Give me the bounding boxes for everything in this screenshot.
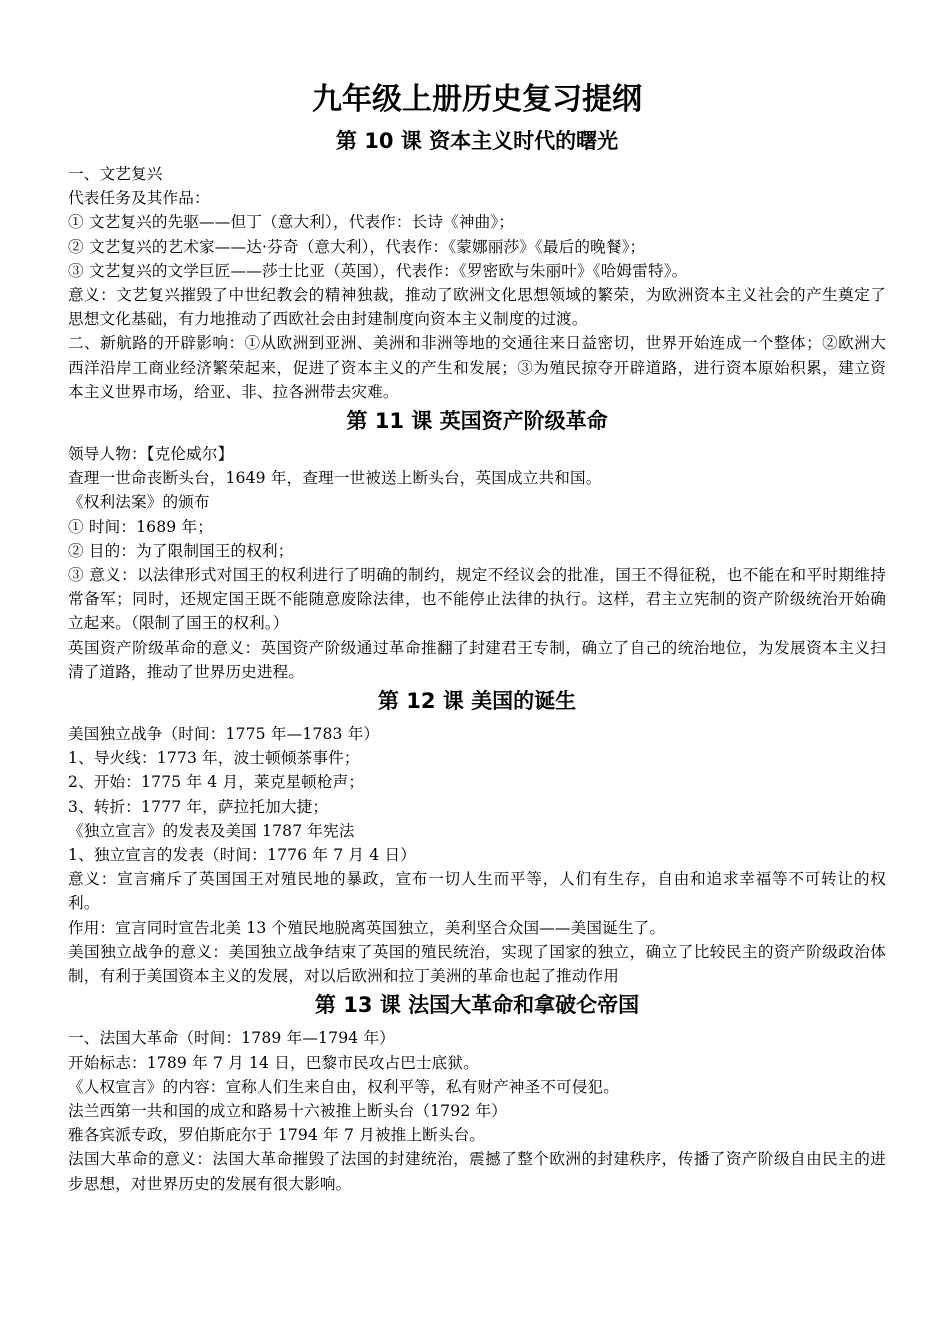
paragraph: 《人权宣言》的内容：宣称人们生来自由，权利平等，私有财产神圣不可侵犯。: [68, 1077, 620, 1096]
paragraph: 二、新航路的开辟影响：①从欧洲到亚洲、美洲和非洲等地的交通往来日益密切，世界开始连成一个整体；②欧洲大西洋沿岸工商业经济繁荣起来，促进了资本主义的产生和发展；③为殖民掠夺开辟道路，进行资本原始积累，建立资本主义世界市场，给亚、非、拉各洲带去灾难。: [68, 334, 886, 401]
paragraph: ① 时间：1689 年；: [68, 517, 213, 536]
paragraph: 一、法国大革命（时间：1789 年—1794 年）: [68, 1029, 395, 1048]
lesson-12-section: [68, 686, 886, 988]
lesson-10-title: 第 10 课 资本主义时代的曙光: [335, 129, 619, 153]
lesson-12-title: 第 12 课 美国的诞生: [377, 689, 577, 714]
paragraph: 《独立宣言》的发表及美国 1787 年宪法: [68, 821, 355, 840]
paragraph: 查理一世命丧断头台，1649 年，查理一世被送上断头台，英国成立共和国。: [68, 469, 602, 488]
paragraph: 1、导火线：1773 年，波士顿倾茶事件；: [68, 749, 360, 768]
lesson-10-section: [68, 126, 886, 404]
paragraph: ② 文艺复兴的艺术家——达·芬奇（意大利），代表作：《蒙娜丽莎》《最后的晚餐》；: [68, 237, 646, 256]
paragraph: 法兰西第一共和国的成立和路易十六被推上断头台（1792 年）: [68, 1101, 507, 1120]
paragraph: 领导人物：【克伦威尔】: [68, 445, 234, 464]
paragraph: 美国独立战争的意义：美国独立战争结束了英国的殖民统治，实现了国家的独立，确立了比较民主的资产阶级政治体制，有利于美国资本主义的发展，对以后欧洲和拉丁美洲的革命也起了推动作用: [68, 942, 886, 986]
lesson-13-section: [68, 990, 886, 1195]
paragraph: 3、转折：1777 年，萨拉托加大捷；: [68, 797, 329, 816]
paragraph: 1、独立宣言的发表（时间：1776 年 7 月 4 日）: [68, 846, 416, 865]
paragraph: 英国资产阶级革命的意义：英国资产阶级通过革命推翻了封建君王专制，确立了自己的统治地位，为发展资本主义扫清了道路，推动了世界历史进程。: [68, 638, 886, 681]
document-title: 九年级上册历史复习提纲: [312, 82, 642, 117]
paragraph: ③ 意义：以法律形式对国王的权利进行了明确的制约，规定不经议会的批准，国王不得征税，也不能在和平时期维持常备军；同时，还规定国王既不能随意废除法律，也不能停止法律的执行。这样，君主立宪制的资产阶级统治开始确立起来。（限制了国王的权利。）: [68, 566, 886, 633]
paragraph: 《权利法案》的颁布: [68, 493, 210, 512]
paragraph: 意义：文艺复兴摧毁了中世纪教会的精神独裁，推动了欧洲文化思想领域的繁荣，为欧洲资本主义社会的产生奠定了思想文化基础，有力地推动了西欧社会由封建制度向资本主义制度的过渡。: [68, 286, 886, 329]
lesson-13-title: 第 13 课 法国大革命和拿破仑帝国: [314, 993, 640, 1018]
paragraph: 2、开始：1775 年 4 月，莱克星顿枪声；: [68, 773, 365, 792]
paragraph: 代表任务及其作品：: [68, 189, 210, 208]
lesson-11-title: 第 11 课 英国资产阶级革命: [346, 409, 608, 434]
lesson-11-section: [68, 406, 886, 684]
paragraph: 雅各宾派专政，罗伯斯庇尔于 1794 年 7 月被推上断头台。: [68, 1126, 486, 1145]
paragraph: ② 目的：为了限制国王的权利；: [68, 541, 294, 560]
paragraph: ① 文艺复兴的先驱——但丁（意大利），代表作：长诗《神曲》；: [68, 213, 515, 232]
paragraph: 作用：宣言同时宣告北美 13 个殖民地脱离英国独立，美利坚合众国——美国诞生了。: [68, 918, 666, 937]
paragraph: 意义：宣言痛斥了英国国王对殖民地的暴政，宣布一切人生而平等，人们有生存，自由和追求幸福等不可转让的权利。: [68, 870, 886, 913]
paragraph: ③ 文艺复兴的文学巨匠——莎士比亚（英国），代表作：《罗密欧与朱丽叶》《哈姆雷特》。: [68, 261, 688, 280]
paragraph: 一、文艺复兴: [68, 165, 163, 183]
paragraph: 法国大革命的意义：法国大革命摧毁了法国的封建统治，震撼了整个欧洲的封建秩序，传播了资产阶级自由民主的进步思想，对世界历史的发展有很大影响。: [68, 1150, 886, 1193]
document-page: [68, 78, 886, 1196]
paragraph: 美国独立战争（时间：1775 年—1783 年）: [68, 725, 380, 744]
paragraph: 开始标志：1789 年 7 月 14 日，巴黎市民攻占巴士底狱。: [68, 1053, 479, 1072]
